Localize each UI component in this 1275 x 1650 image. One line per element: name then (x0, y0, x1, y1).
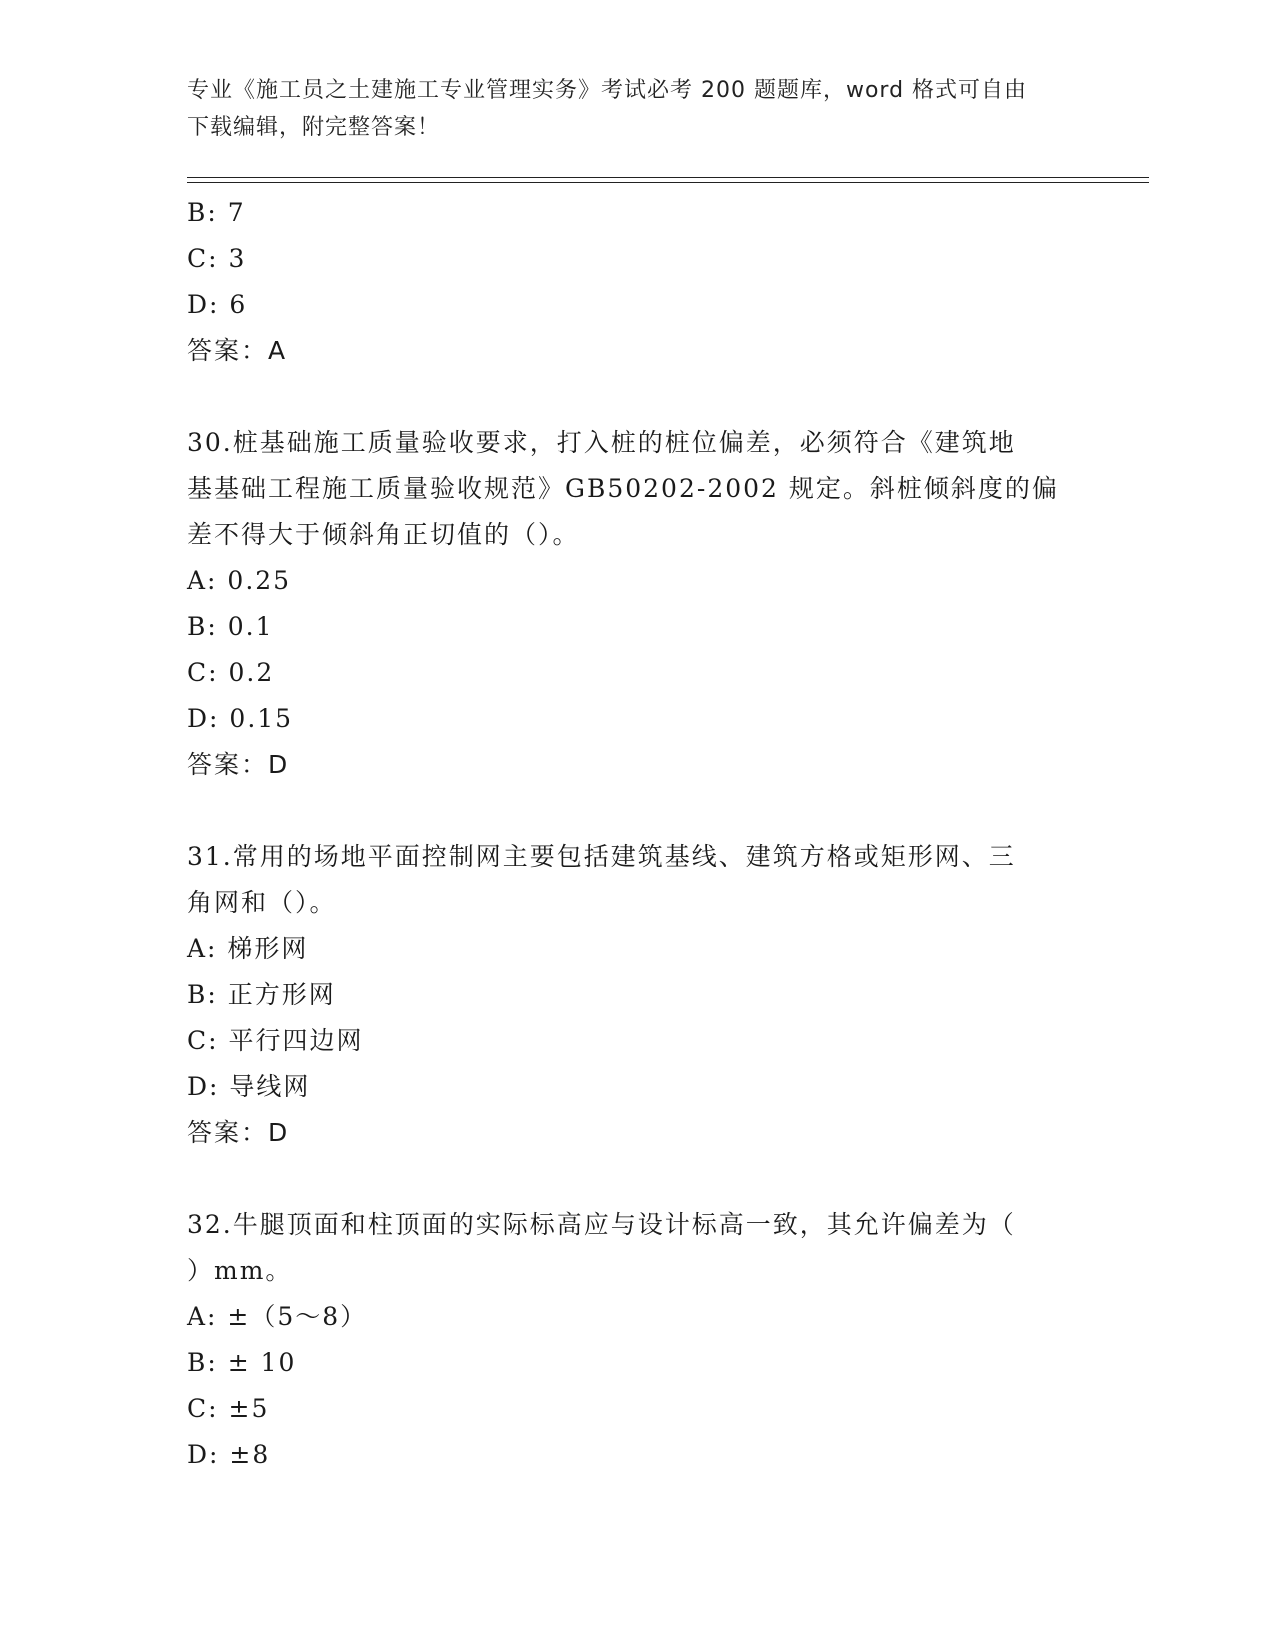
question-stem-line: 30.桩基础施工质量验收要求，打入桩的桩位偏差，必须符合《建筑地 (187, 428, 1016, 457)
header-divider-bottom (187, 182, 1149, 183)
spacer (187, 374, 1077, 420)
question-stem-line: ）mm。 (187, 1256, 293, 1285)
option-c: C: 3 (187, 244, 247, 273)
question-stem-line: 基基础工程施工质量验收规范》GB50202-2002 规定。斜桩倾斜度的偏 (187, 474, 1059, 503)
question-32 (187, 1202, 1077, 1478)
option-d: D: 0.15 (187, 704, 294, 733)
question-stem-line: 32.牛腿顶面和柱顶面的实际标高应与设计标高一致，其允许偏差为（ (187, 1210, 1016, 1239)
option-d: D: 导线网 (187, 1072, 311, 1101)
spacer (187, 788, 1077, 834)
question-stem-line: 31.常用的场地平面控制网主要包括建筑基线、建筑方格或矩形网、三 (187, 842, 1016, 871)
previous-question-tail (187, 190, 1077, 374)
option-c: C: ±5 (187, 1394, 270, 1423)
option-c: C: 平行四边网 (187, 1026, 364, 1055)
answer-line: 答案：D (187, 1118, 290, 1147)
header-line-1: 专业《施工员之土建施工专业管理实务》考试必考 200 题题库，word 格式可自由 (187, 78, 1028, 103)
option-d: D: ±8 (187, 1440, 271, 1469)
header-line-2: 下载编辑，附完整答案！ (187, 115, 441, 140)
option-a: A: 梯形网 (187, 934, 309, 963)
question-31 (187, 834, 1077, 1156)
option-c: C: 0.2 (187, 658, 275, 687)
option-b: B: 正方形网 (187, 980, 336, 1009)
question-30 (187, 420, 1077, 788)
option-b: B: ± 10 (187, 1348, 297, 1377)
option-a: A: ±（5～8） (187, 1302, 368, 1331)
spacer (187, 1156, 1077, 1202)
option-d: D: 6 (187, 290, 248, 319)
document-body (187, 190, 1077, 1478)
answer-line: 答案：D (187, 750, 290, 779)
option-b: B: 7 (187, 198, 246, 227)
answer-line: 答案：A (187, 336, 288, 365)
question-stem-line: 差不得大于倾斜角正切值的（）。 (187, 520, 580, 549)
option-a: A: 0.25 (187, 566, 292, 595)
question-stem-line: 角网和（）。 (187, 888, 337, 917)
option-b: B: 0.1 (187, 612, 274, 641)
header-divider-top (187, 177, 1149, 178)
page-header (187, 72, 1087, 146)
